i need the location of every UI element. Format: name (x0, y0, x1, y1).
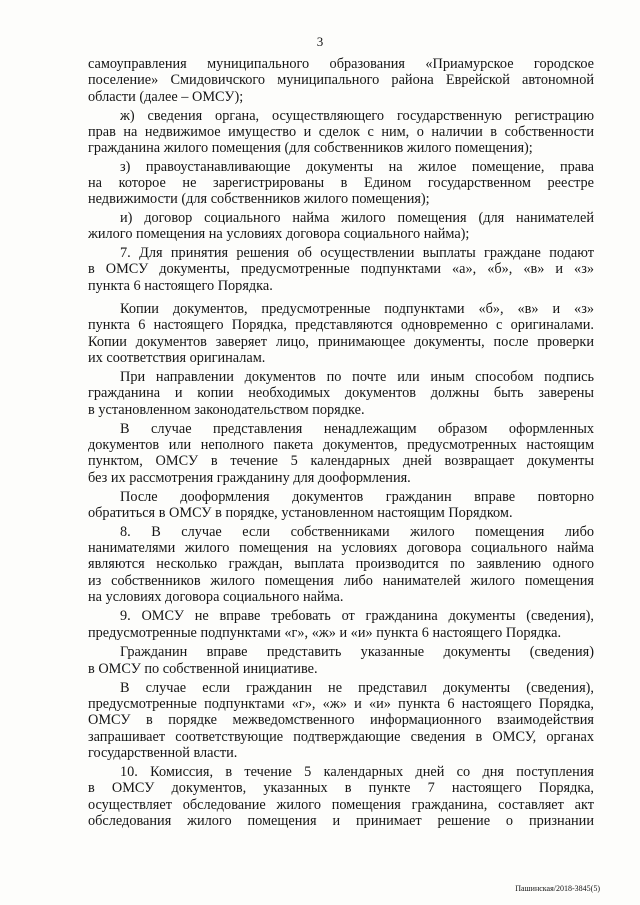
text-line: осуществляет обследование жилого помещения гражданина, составляет акт (88, 797, 594, 813)
text-line: гражданина и копии необходимых документов должны быть заверены (88, 385, 594, 401)
text-line: поселение» Смидовичского муниципального района Еврейской автономной (88, 72, 594, 88)
text-line: предусмотренные подпунктами «г», «ж» и «и» пункта 6 настоящего Порядка, (88, 696, 594, 712)
text-line: обследования жилого помещения и принимает решение о признании (88, 813, 594, 829)
text-line: в ОМСУ документы, предусмотренные подпунктами «а», «б», «в» и «з» (88, 261, 594, 277)
text-line: нанимателями жилого помещения на условиях договора социального найма (88, 540, 594, 556)
text-line: на условиях договора социального найма. (88, 589, 344, 605)
text-line: 10. Комиссия, в течение 5 календарных дней со дня поступления (120, 764, 594, 780)
text-line: государственной власти. (88, 745, 238, 761)
text-line: являются несколько граждан, выплата производится по заявлению одного (88, 556, 594, 572)
text-line: После дооформления документов гражданин вправе повторно (120, 489, 594, 505)
page-number: 3 (316, 34, 324, 49)
text-line: документов или неполного пакета документов, предусмотренных настоящим (88, 437, 594, 453)
text-line: пункта 6 настоящего Порядка. (88, 278, 273, 294)
text-line: Копии документов, предусмотренные подпунктами «б», «в» и «з» (120, 301, 594, 317)
text-line: При направлении документов по почте или иным способом подпись (120, 369, 594, 385)
text-line: в установленном законодательством порядке. (88, 402, 365, 418)
text-line: гражданина жилого помещения (для собственников жилого помещения); (88, 140, 533, 156)
text-line: пункта 6 настоящего Порядка, представляются одновременно с оригиналами. (88, 317, 594, 333)
text-line: области (далее – ОМСУ); (88, 89, 244, 105)
text-line: ж) сведения органа, осуществляющего государственную регистрацию (120, 108, 594, 124)
text-line: и) договор социального найма жилого помещения (для нанимателей (120, 210, 594, 226)
text-line: пунктом, ОМСУ в течение 5 календарных дней возвращает документы (88, 453, 594, 469)
text-line: жилого помещения на условиях договора социального найма); (88, 226, 470, 242)
text-line: недвижимости (для собственников жилого помещения); (88, 191, 430, 207)
text-line: обратиться в ОМСУ в порядке, установленном настоящим Порядком. (88, 505, 513, 521)
text-line: запрашивает соответствующие подтверждающие сведения в ОМСУ, органах (88, 729, 594, 745)
text-line: без их рассмотрения гражданину для дооформления. (88, 470, 411, 486)
text-line: на которое не зарегистрированы в Едином государственном реестре (88, 175, 594, 191)
text-line: ОМСУ в порядке межведомственного информационного взаимодействия (88, 712, 594, 728)
text-line: 7. Для принятия решения об осуществлении выплаты граждане подают (120, 245, 594, 261)
text-line: самоуправления муниципального образования «Приамурское городское (88, 56, 594, 72)
text-line: прав на недвижимое имущество и сделок с ним, о наличии в собственности (88, 124, 594, 140)
text-line: 8. В случае если собственниками жилого помещения либо (120, 524, 594, 540)
text-line: в ОМСУ по собственной инициативе. (88, 661, 318, 677)
text-line: в ОМСУ документов, указанных в пункте 7 настоящего Порядка, (88, 780, 594, 796)
text-line: из собственников жилого помещения либо нанимателей жилого помещения (88, 573, 594, 589)
text-line: предусмотренные подпунктами «г», «ж» и «и» пункта 6 настоящего Порядка. (88, 625, 562, 641)
text-line: Гражданин вправе представить указанные документы (сведения) (120, 644, 594, 660)
text-line: их соответствия оригиналам. (88, 350, 266, 366)
document-code: Пашинская/2018-3845(5) (515, 884, 600, 893)
text-line: В случае если гражданин не представил документы (сведения), (120, 680, 594, 696)
text-line: В случае представления ненадлежащим образом оформленных (120, 421, 594, 437)
text-line: з) правоустанавливающие документы на жилое помещение, права (120, 159, 594, 175)
text-line: 9. ОМСУ не вправе требовать от гражданина документы (сведения), (120, 608, 594, 624)
text-line: Копии документов заверяет лицо, принимающее документы, после проверки (88, 334, 594, 350)
